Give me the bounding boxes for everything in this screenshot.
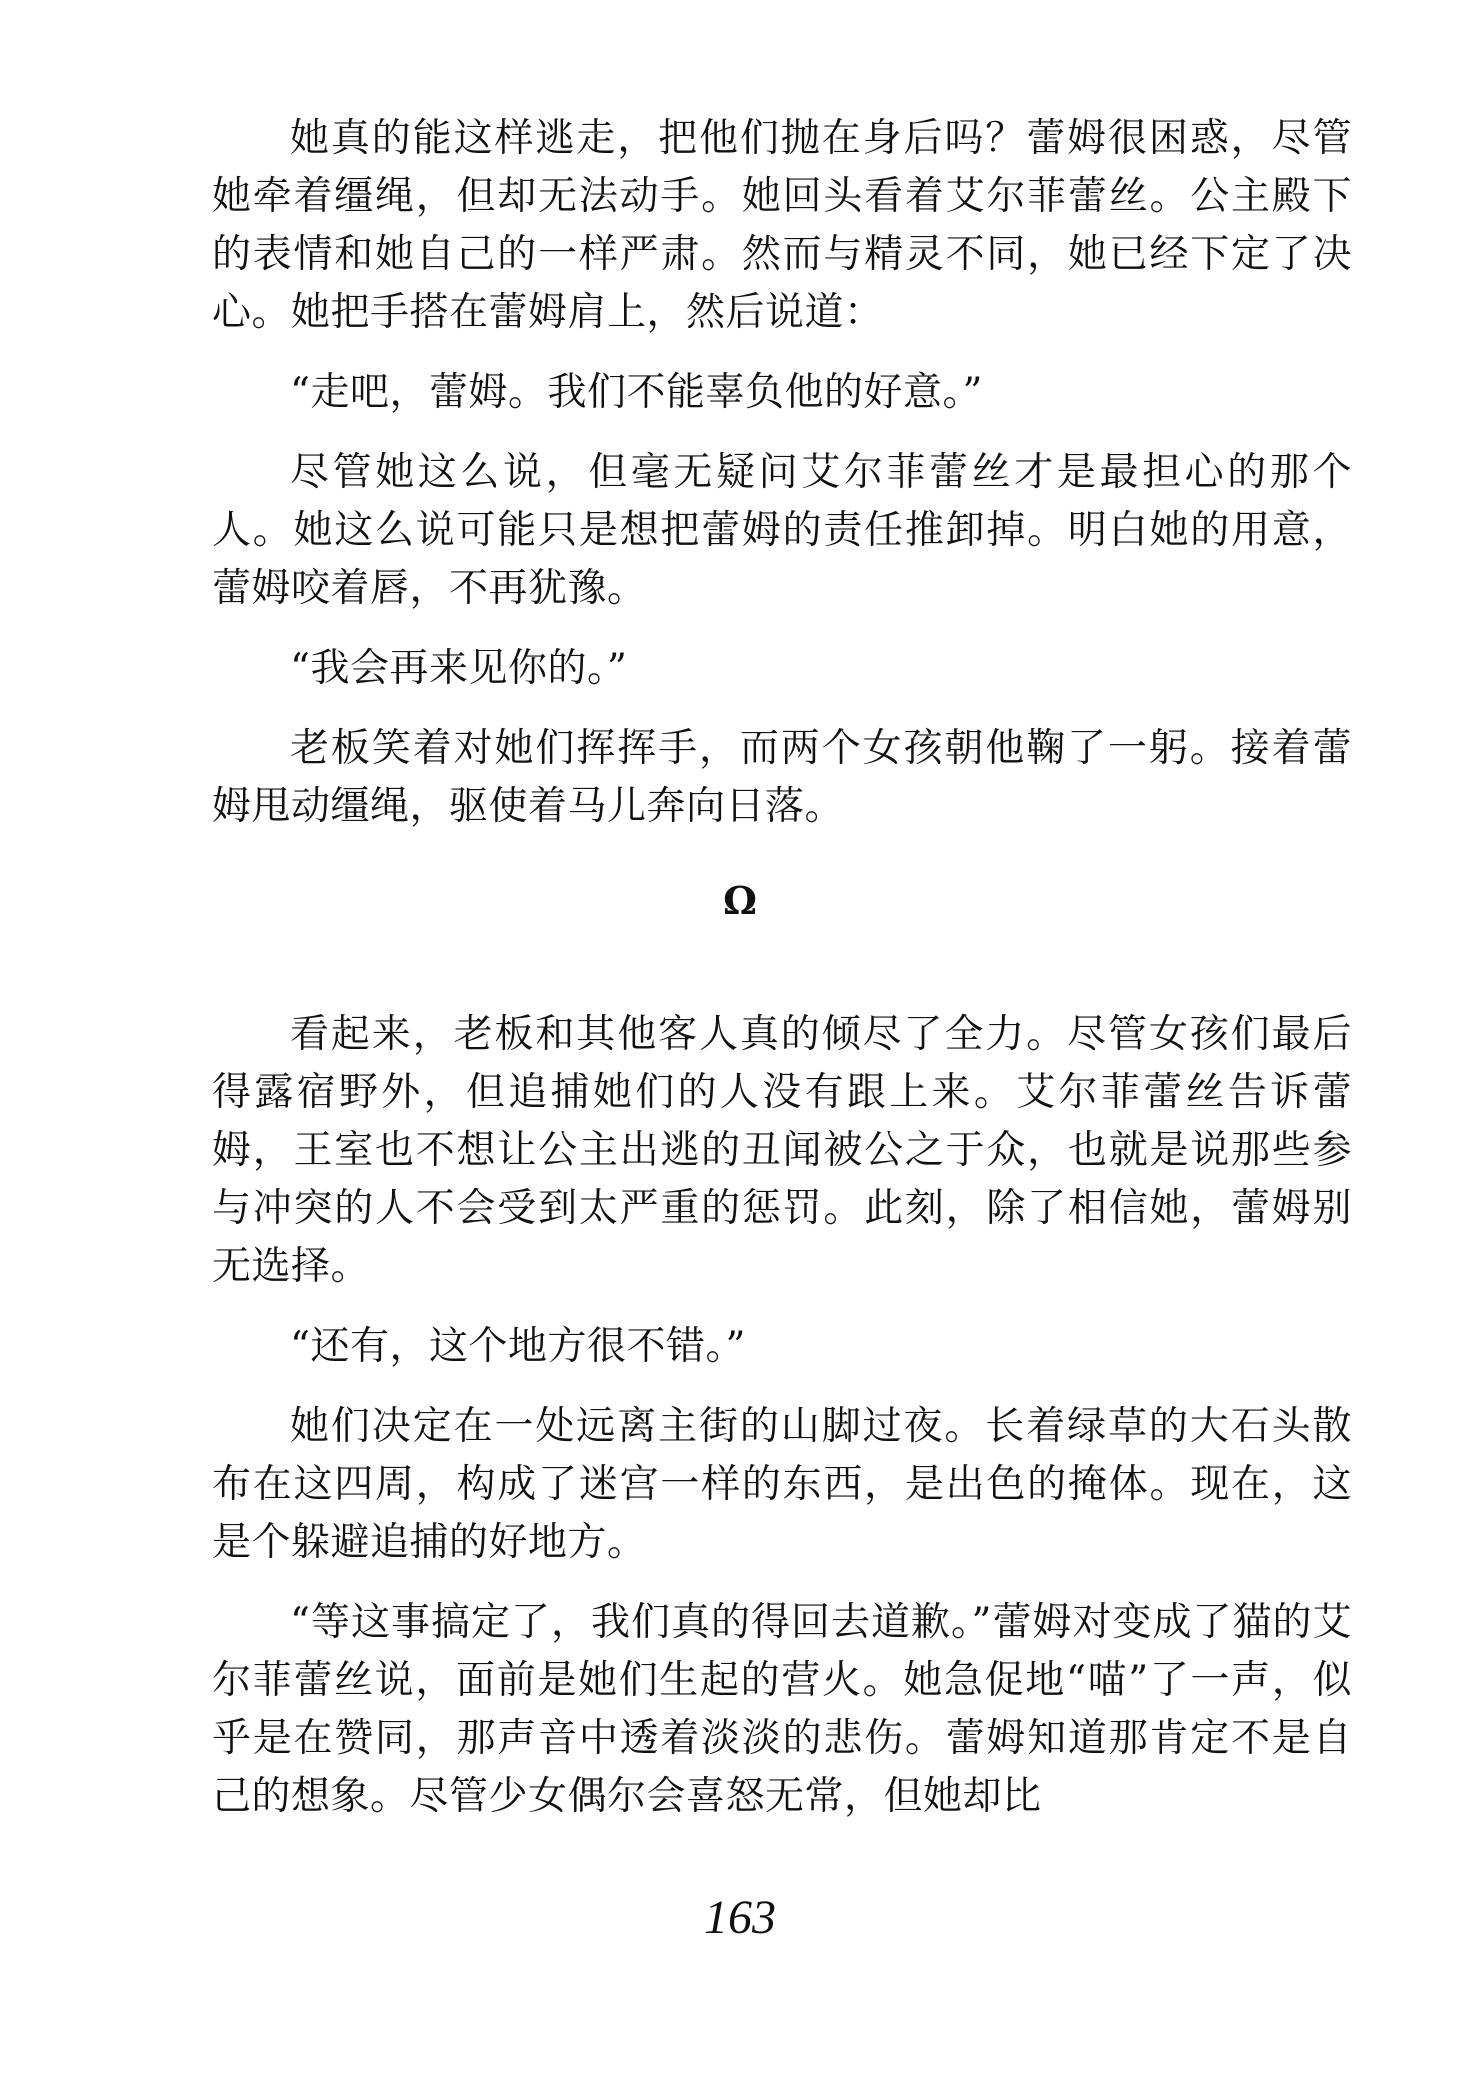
- dialogue-paragraph: “还有，这个地方很不错。”: [290, 1324, 746, 1369]
- paragraph: 老板笑着对她们挥挥手，而两个女孩朝他鞠了一躬。接着蕾姆甩动缰绳，驱使着马儿奔向日落。: [212, 726, 1352, 829]
- paragraph: 她真的能这样逃走，把他们抛在身后吗？蕾姆很困惑，尽管她牵着缰绳，但却无法动手。她回头看着艾尔菲蕾丝。公主殿下的表情和她自己的一样严肃。然而与精灵不同，她已经下定了决心。她把手搭在蕾姆肩上，然后说道：: [212, 116, 1352, 335]
- dialogue-paragraph: “走吧，蕾姆。我们不能辜负他的好意。”: [290, 370, 983, 415]
- paragraph: 她们决定在一处远离主街的山脚过夜。长着绿草的大石头散布在这四周，构成了迷宫一样的东西，是出色的掩体。现在，这是个躲避追捕的好地方。: [212, 1404, 1352, 1565]
- paragraph: “等这事搞定了，我们真的得回去道歉。”蕾姆对变成了猫的艾尔菲蕾丝说，面前是她们生起的营火。她急促地“喵”了一声，似乎是在赞同，那声音中透着淡淡的悲伤。蕾姆知道那肯定不是自己的想象。尽管少女偶尔会喜怒无常，但她却比: [212, 1600, 1352, 1819]
- text-section-two: [212, 1006, 1352, 1826]
- dialogue-paragraph: “我会再来见你的。”: [290, 646, 628, 691]
- page-number: 163: [704, 1891, 776, 1944]
- text-section-one: [212, 110, 1352, 836]
- paragraph: 尽管她这么说，但毫无疑问艾尔菲蕾丝才是最担心的那个人。她这么说可能只是想把蕾姆的责任推卸掉。明白她的用意，蕾姆咬着唇，不再犹豫。: [212, 450, 1352, 611]
- paragraph: 看起来，老板和其他客人真的倾尽了全力。尽管女孩们最后得露宿野外，但追捕她们的人没有跟上来。艾尔菲蕾丝告诉蕾姆，王室也不想让公主出逃的丑闻被公之于众，也就是说那些参与冲突的人不会受到太严重的惩罚。此刻，除了相信她，蕾姆别无选择。: [212, 1012, 1352, 1289]
- section-separator-omega: Ω: [723, 878, 757, 923]
